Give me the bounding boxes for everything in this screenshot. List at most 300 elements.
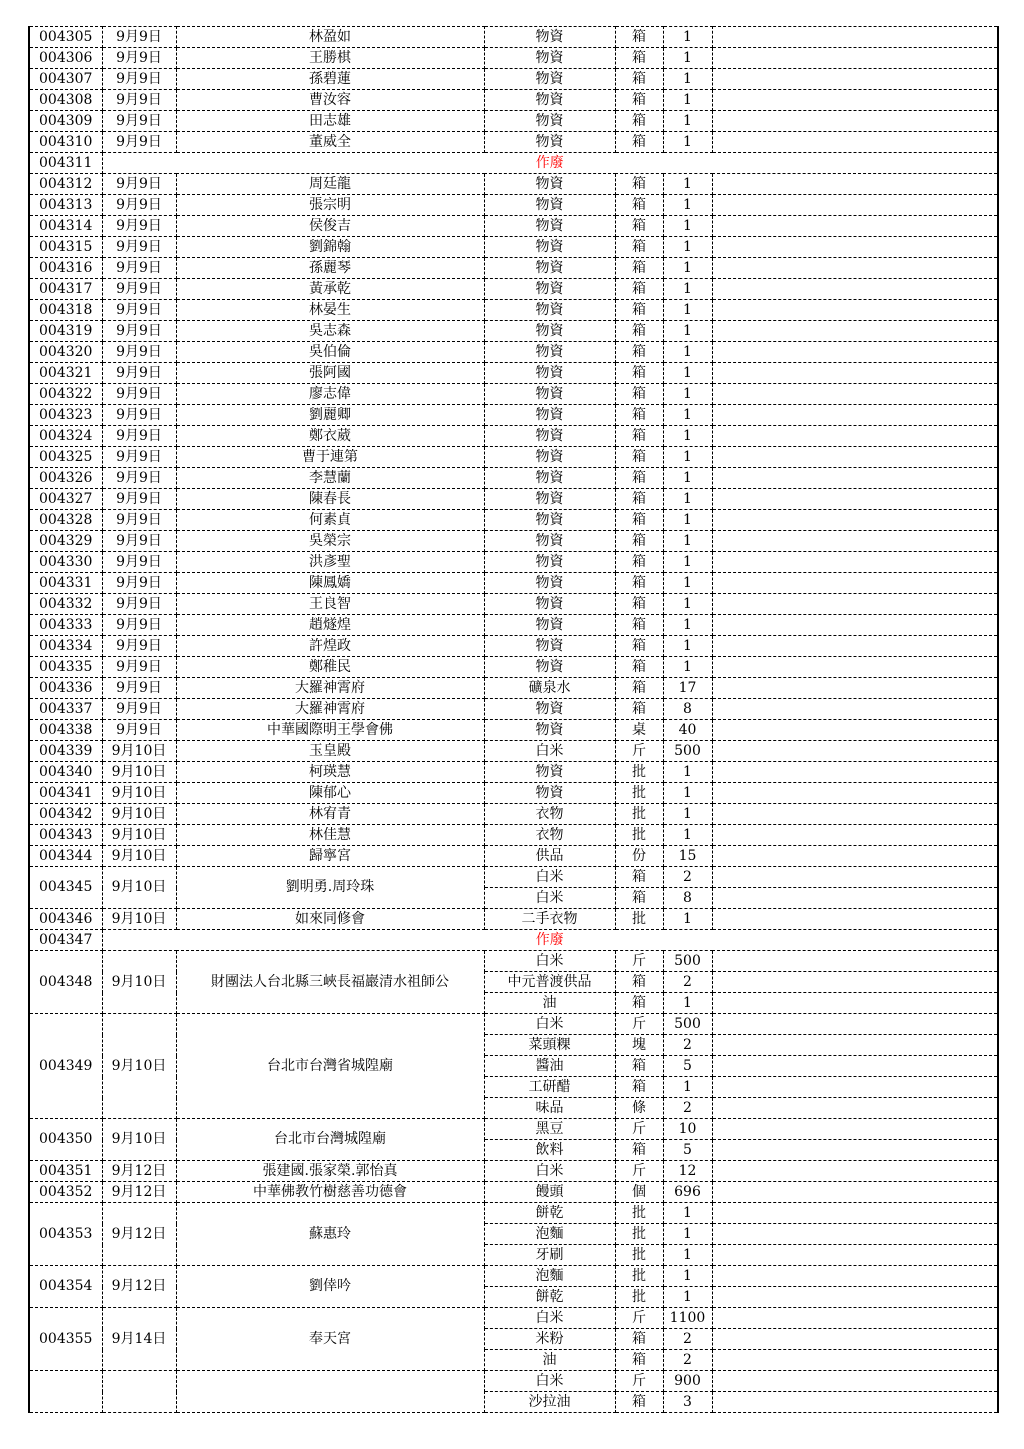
note-cell [712, 1077, 998, 1098]
item-cell: 礦泉水 [484, 678, 615, 699]
note-cell [712, 300, 998, 321]
donor-cell: 黃承乾 [176, 279, 484, 300]
record-id-cell: 004316 [29, 258, 102, 279]
record-id-cell: 004323 [29, 405, 102, 426]
unit-cell: 斤 [615, 951, 663, 972]
date-cell: 9月9日 [102, 111, 176, 132]
record-id-cell: 004311 [29, 153, 102, 174]
unit-cell: 箱 [615, 447, 663, 468]
unit-cell: 箱 [615, 573, 663, 594]
note-cell [712, 1371, 998, 1392]
record-id-cell: 004332 [29, 594, 102, 615]
note-cell [712, 1245, 998, 1266]
unit-cell: 箱 [615, 174, 663, 195]
date-cell: 9月9日 [102, 174, 176, 195]
donor-cell: 台北市台灣省城隍廟 [176, 1014, 484, 1119]
record-id-cell: 004346 [29, 909, 102, 930]
donor-cell: 吳榮宗 [176, 531, 484, 552]
qty-cell: 1 [663, 132, 712, 153]
table-row [29, 174, 998, 195]
note-cell [712, 111, 998, 132]
unit-cell: 箱 [615, 384, 663, 405]
date-cell: 9月9日 [102, 594, 176, 615]
item-cell: 物資 [484, 699, 615, 720]
qty-cell: 10 [663, 1119, 712, 1140]
donor-cell: 劉明勇.周玲珠 [176, 867, 484, 909]
date-cell: 9月9日 [102, 426, 176, 447]
note-cell [712, 1161, 998, 1182]
unit-cell: 批 [615, 909, 663, 930]
note-cell [712, 657, 998, 678]
date-cell: 9月9日 [102, 132, 176, 153]
unit-cell: 箱 [615, 1350, 663, 1371]
item-cell: 衣物 [484, 825, 615, 846]
donor-cell: 劉麗卿 [176, 405, 484, 426]
unit-cell: 箱 [615, 300, 663, 321]
table-row [29, 321, 998, 342]
date-cell: 9月9日 [102, 510, 176, 531]
note-cell [712, 636, 998, 657]
note-cell [712, 888, 998, 909]
note-cell [712, 48, 998, 69]
date-cell: 9月9日 [102, 279, 176, 300]
unit-cell: 箱 [615, 468, 663, 489]
item-cell: 白米 [484, 1161, 615, 1182]
table-row [29, 657, 998, 678]
item-cell: 物資 [484, 195, 615, 216]
donor-cell: 鄭衣葳 [176, 426, 484, 447]
item-cell: 白米 [484, 1308, 615, 1329]
date-cell: 9月9日 [102, 636, 176, 657]
note-cell [712, 846, 998, 867]
unit-cell: 斤 [615, 1119, 663, 1140]
unit-cell: 箱 [615, 90, 663, 111]
note-cell [712, 363, 998, 384]
qty-cell: 2 [663, 867, 712, 888]
void-row [29, 153, 998, 174]
item-cell: 物資 [484, 111, 615, 132]
record-id-cell: 004350 [29, 1119, 102, 1161]
unit-cell: 箱 [615, 489, 663, 510]
unit-cell: 箱 [615, 279, 663, 300]
record-id-cell: 004330 [29, 552, 102, 573]
donor-cell: 林晏生 [176, 300, 484, 321]
note-cell [712, 195, 998, 216]
donor-cell: 陳郁心 [176, 783, 484, 804]
record-id-cell: 004329 [29, 531, 102, 552]
item-cell: 餅乾 [484, 1203, 615, 1224]
unit-cell: 箱 [615, 699, 663, 720]
donor-cell: 田志雄 [176, 111, 484, 132]
note-cell [712, 678, 998, 699]
note-cell [712, 1308, 998, 1329]
note-cell [712, 489, 998, 510]
donor-cell: 洪彥聖 [176, 552, 484, 573]
note-cell [712, 1035, 998, 1056]
item-cell: 物資 [484, 426, 615, 447]
qty-cell: 1 [663, 510, 712, 531]
table-row [29, 1014, 998, 1035]
note-cell [712, 699, 998, 720]
donor-cell: 張阿國 [176, 363, 484, 384]
record-id-cell: 004320 [29, 342, 102, 363]
table-row [29, 720, 998, 741]
date-cell [102, 1371, 176, 1413]
item-cell: 物資 [484, 300, 615, 321]
date-cell: 9月9日 [102, 48, 176, 69]
item-cell: 白米 [484, 1371, 615, 1392]
item-cell: 二手衣物 [484, 909, 615, 930]
item-cell: 物資 [484, 90, 615, 111]
item-cell: 菜頭粿 [484, 1035, 615, 1056]
table-row [29, 468, 998, 489]
record-id-cell: 004327 [29, 489, 102, 510]
unit-cell: 箱 [615, 111, 663, 132]
donor-cell: 吳志森 [176, 321, 484, 342]
item-cell: 物資 [484, 657, 615, 678]
item-cell: 白米 [484, 888, 615, 909]
item-cell: 沙拉油 [484, 1392, 615, 1413]
record-id-cell: 004345 [29, 867, 102, 909]
qty-cell: 1 [663, 657, 712, 678]
qty-cell: 1 [663, 1266, 712, 1287]
note-cell [712, 1140, 998, 1161]
record-id-cell: 004344 [29, 846, 102, 867]
table-row [29, 300, 998, 321]
note-cell [712, 1098, 998, 1119]
date-cell: 9月12日 [102, 1161, 176, 1182]
table-row [29, 1203, 998, 1224]
item-cell: 味品 [484, 1098, 615, 1119]
table-row [29, 216, 998, 237]
record-id-cell: 004349 [29, 1014, 102, 1119]
item-cell: 物資 [484, 510, 615, 531]
note-cell [712, 741, 998, 762]
record-id-cell: 004333 [29, 615, 102, 636]
note-cell [712, 468, 998, 489]
unit-cell: 桌 [615, 720, 663, 741]
note-cell [712, 321, 998, 342]
unit-cell: 箱 [615, 237, 663, 258]
item-cell: 饅頭 [484, 1182, 615, 1203]
qty-cell: 1 [663, 489, 712, 510]
date-cell: 9月9日 [102, 321, 176, 342]
date-cell: 9月9日 [102, 573, 176, 594]
table-row [29, 783, 998, 804]
table-row [29, 594, 998, 615]
qty-cell: 500 [663, 951, 712, 972]
note-cell [712, 27, 998, 48]
unit-cell: 箱 [615, 867, 663, 888]
table-row [29, 909, 998, 930]
qty-cell: 1 [663, 1203, 712, 1224]
unit-cell: 箱 [615, 993, 663, 1014]
item-cell: 醬油 [484, 1056, 615, 1077]
note-cell [712, 993, 998, 1014]
void-row [29, 930, 998, 951]
date-cell: 9月9日 [102, 27, 176, 48]
unit-cell: 箱 [615, 1392, 663, 1413]
donor-cell: 蘇惠玲 [176, 1203, 484, 1266]
unit-cell: 批 [615, 1245, 663, 1266]
record-id-cell: 004347 [29, 930, 102, 951]
donor-cell: 如來同修會 [176, 909, 484, 930]
record-id-cell: 004331 [29, 573, 102, 594]
unit-cell: 箱 [615, 342, 663, 363]
item-cell: 物資 [484, 573, 615, 594]
record-id-cell [29, 1371, 102, 1413]
unit-cell: 箱 [615, 48, 663, 69]
unit-cell: 箱 [615, 216, 663, 237]
table-row [29, 741, 998, 762]
qty-cell: 1 [663, 342, 712, 363]
qty-cell: 1 [663, 300, 712, 321]
record-id-cell: 004319 [29, 321, 102, 342]
unit-cell: 份 [615, 846, 663, 867]
table-row [29, 69, 998, 90]
note-cell [712, 804, 998, 825]
item-cell: 物資 [484, 720, 615, 741]
note-cell [712, 384, 998, 405]
note-cell [712, 825, 998, 846]
record-id-cell: 004354 [29, 1266, 102, 1308]
qty-cell: 2 [663, 1329, 712, 1350]
qty-cell: 1 [663, 1287, 712, 1308]
unit-cell: 箱 [615, 321, 663, 342]
date-cell: 9月10日 [102, 846, 176, 867]
note-cell [712, 594, 998, 615]
note-cell [712, 909, 998, 930]
note-cell [712, 951, 998, 972]
qty-cell: 1 [663, 27, 712, 48]
note-cell [712, 279, 998, 300]
unit-cell: 箱 [615, 132, 663, 153]
record-id-cell: 004313 [29, 195, 102, 216]
item-cell: 物資 [484, 468, 615, 489]
note-cell [712, 174, 998, 195]
qty-cell: 1 [663, 405, 712, 426]
donor-cell: 奉天宮 [176, 1308, 484, 1371]
unit-cell: 斤 [615, 1161, 663, 1182]
item-cell: 泡麵 [484, 1266, 615, 1287]
qty-cell: 1 [663, 762, 712, 783]
note-cell [712, 1224, 998, 1245]
donor-cell: 王勝棋 [176, 48, 484, 69]
record-id-cell: 004322 [29, 384, 102, 405]
qty-cell: 1 [663, 384, 712, 405]
table-row [29, 1371, 998, 1392]
qty-cell: 1 [663, 447, 712, 468]
item-cell: 物資 [484, 258, 615, 279]
void-label: 作廢 [102, 153, 998, 174]
note-cell [712, 1287, 998, 1308]
qty-cell: 1 [663, 69, 712, 90]
item-cell: 牙刷 [484, 1245, 615, 1266]
item-cell: 物資 [484, 342, 615, 363]
unit-cell: 箱 [615, 426, 663, 447]
unit-cell: 箱 [615, 615, 663, 636]
item-cell: 白米 [484, 1014, 615, 1035]
date-cell: 9月9日 [102, 90, 176, 111]
qty-cell: 1 [663, 216, 712, 237]
unit-cell: 箱 [615, 363, 663, 384]
date-cell: 9月10日 [102, 804, 176, 825]
donor-cell: 李慧蘭 [176, 468, 484, 489]
date-cell: 9月10日 [102, 1014, 176, 1119]
unit-cell: 塊 [615, 1035, 663, 1056]
item-cell: 油 [484, 1350, 615, 1371]
item-cell: 物資 [484, 69, 615, 90]
donor-cell: 曹汝容 [176, 90, 484, 111]
qty-cell: 1 [663, 468, 712, 489]
date-cell: 9月9日 [102, 384, 176, 405]
unit-cell: 批 [615, 1224, 663, 1245]
item-cell: 物資 [484, 636, 615, 657]
note-cell [712, 1182, 998, 1203]
donor-cell: 中華佛教竹樹慈善功德會 [176, 1182, 484, 1203]
date-cell: 9月9日 [102, 657, 176, 678]
item-cell: 泡麵 [484, 1224, 615, 1245]
donor-cell: 台北市台灣城隍廟 [176, 1119, 484, 1161]
note-cell [712, 237, 998, 258]
item-cell: 物資 [484, 594, 615, 615]
note-cell [712, 510, 998, 531]
donor-cell: 孫碧蓮 [176, 69, 484, 90]
donor-cell: 林宥青 [176, 804, 484, 825]
record-id-cell: 004340 [29, 762, 102, 783]
qty-cell: 2 [663, 1350, 712, 1371]
qty-cell: 1 [663, 279, 712, 300]
item-cell: 物資 [484, 237, 615, 258]
item-cell: 衣物 [484, 804, 615, 825]
qty-cell: 1 [663, 804, 712, 825]
item-cell: 物資 [484, 489, 615, 510]
donor-cell: 曹于連第 [176, 447, 484, 468]
table-row [29, 573, 998, 594]
item-cell: 物資 [484, 384, 615, 405]
date-cell: 9月9日 [102, 237, 176, 258]
date-cell: 9月9日 [102, 69, 176, 90]
donor-cell: 林盈如 [176, 27, 484, 48]
donor-cell: 吳伯倫 [176, 342, 484, 363]
unit-cell: 箱 [615, 531, 663, 552]
qty-cell: 1 [663, 1077, 712, 1098]
note-cell [712, 1392, 998, 1413]
donor-cell: 林佳慧 [176, 825, 484, 846]
record-id-cell: 004334 [29, 636, 102, 657]
date-cell: 9月12日 [102, 1266, 176, 1308]
date-cell: 9月9日 [102, 489, 176, 510]
record-id-cell: 004328 [29, 510, 102, 531]
donor-cell: 孫麗琴 [176, 258, 484, 279]
table-row [29, 405, 998, 426]
qty-cell: 1 [663, 552, 712, 573]
qty-cell: 1 [663, 174, 712, 195]
note-cell [712, 783, 998, 804]
record-id-cell: 004351 [29, 1161, 102, 1182]
date-cell: 9月9日 [102, 699, 176, 720]
donor-cell: 張宗明 [176, 195, 484, 216]
qty-cell: 900 [663, 1371, 712, 1392]
note-cell [712, 972, 998, 993]
item-cell: 物資 [484, 132, 615, 153]
table-row [29, 258, 998, 279]
table-row [29, 531, 998, 552]
note-cell [712, 867, 998, 888]
record-id-cell: 004305 [29, 27, 102, 48]
donor-cell: 董威全 [176, 132, 484, 153]
unit-cell: 箱 [615, 510, 663, 531]
record-id-cell: 004348 [29, 951, 102, 1014]
date-cell: 9月9日 [102, 447, 176, 468]
item-cell: 物資 [484, 27, 615, 48]
record-id-cell: 004341 [29, 783, 102, 804]
date-cell: 9月9日 [102, 720, 176, 741]
donor-cell: 許煌政 [176, 636, 484, 657]
item-cell: 物資 [484, 48, 615, 69]
note-cell [712, 552, 998, 573]
qty-cell: 1 [663, 426, 712, 447]
unit-cell: 箱 [615, 657, 663, 678]
qty-cell: 1 [663, 237, 712, 258]
item-cell: 白米 [484, 951, 615, 972]
table-row [29, 489, 998, 510]
record-id-cell: 004306 [29, 48, 102, 69]
note-cell [712, 216, 998, 237]
unit-cell: 箱 [615, 552, 663, 573]
date-cell: 9月9日 [102, 342, 176, 363]
qty-cell: 1 [663, 363, 712, 384]
unit-cell: 批 [615, 1287, 663, 1308]
table-row [29, 825, 998, 846]
table-row [29, 1161, 998, 1182]
table-row [29, 111, 998, 132]
item-cell: 黑豆 [484, 1119, 615, 1140]
table-row [29, 951, 998, 972]
qty-cell: 5 [663, 1140, 712, 1161]
date-cell: 9月12日 [102, 1182, 176, 1203]
record-id-cell: 004317 [29, 279, 102, 300]
table-row [29, 678, 998, 699]
qty-cell: 2 [663, 1035, 712, 1056]
qty-cell: 1 [663, 909, 712, 930]
item-cell: 工研醋 [484, 1077, 615, 1098]
donor-cell: 財團法人台北縣三峽長福巖清水祖師公 [176, 951, 484, 1014]
note-cell [712, 447, 998, 468]
date-cell: 9月12日 [102, 1203, 176, 1266]
note-cell [712, 1056, 998, 1077]
date-cell: 9月9日 [102, 258, 176, 279]
table-row [29, 342, 998, 363]
qty-cell: 12 [663, 1161, 712, 1182]
qty-cell: 40 [663, 720, 712, 741]
unit-cell: 箱 [615, 69, 663, 90]
date-cell: 9月10日 [102, 825, 176, 846]
date-cell: 9月9日 [102, 531, 176, 552]
item-cell: 油 [484, 993, 615, 1014]
date-cell: 9月9日 [102, 195, 176, 216]
item-cell: 中元普渡供品 [484, 972, 615, 993]
unit-cell: 條 [615, 1098, 663, 1119]
qty-cell: 1 [663, 594, 712, 615]
note-cell [712, 762, 998, 783]
unit-cell: 批 [615, 1266, 663, 1287]
qty-cell: 1 [663, 825, 712, 846]
note-cell [712, 1350, 998, 1371]
item-cell: 米粉 [484, 1329, 615, 1350]
record-id-cell: 004339 [29, 741, 102, 762]
qty-cell: 696 [663, 1182, 712, 1203]
